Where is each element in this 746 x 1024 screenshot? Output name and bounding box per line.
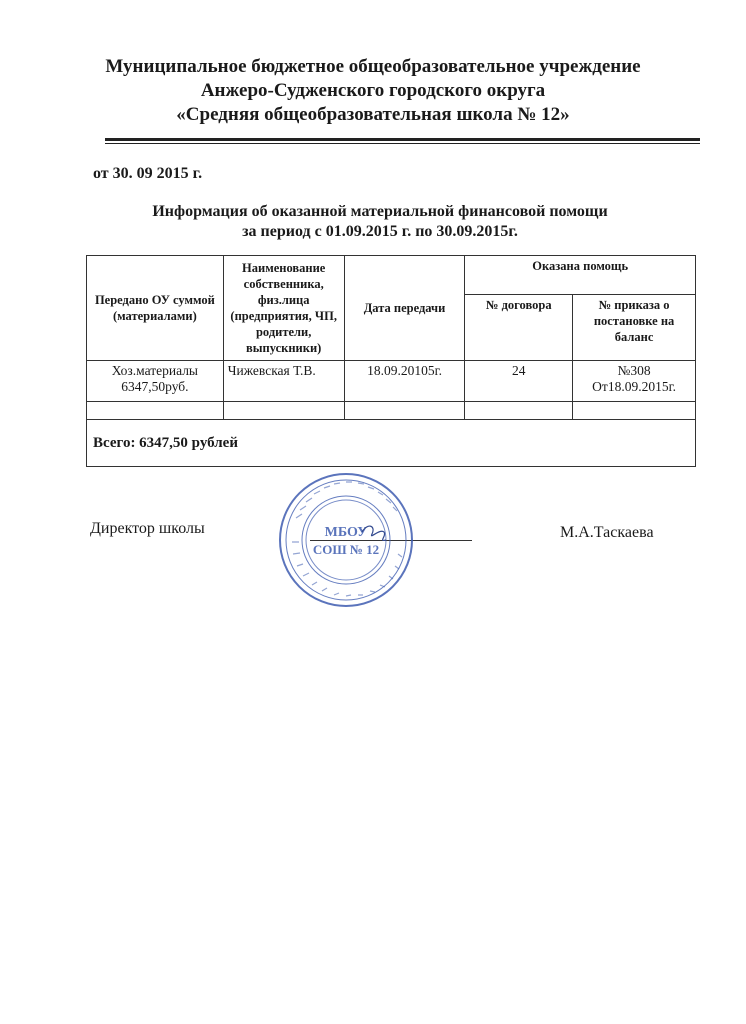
stamp-text-1: МБОУ bbox=[324, 525, 368, 540]
empty-cell bbox=[87, 402, 224, 420]
table-row bbox=[87, 361, 696, 402]
cell-transferred-line-1: Хоз.материалы bbox=[111, 363, 198, 378]
cell-transferred-line-2: 6347,50руб. bbox=[121, 379, 189, 394]
table-row-empty bbox=[87, 402, 696, 420]
header-transferred: Передано ОУ суммой (материалами) bbox=[87, 256, 224, 361]
empty-cell bbox=[465, 402, 573, 420]
cell-date: 18.09.20105г. bbox=[344, 361, 465, 402]
cell-order-line-1: №308 bbox=[617, 363, 651, 378]
cell-contract: 24 bbox=[465, 361, 573, 402]
assistance-table bbox=[86, 255, 696, 467]
empty-cell bbox=[344, 402, 465, 420]
header-divider-thin bbox=[105, 143, 700, 144]
empty-cell bbox=[573, 402, 696, 420]
table-header-row bbox=[87, 256, 696, 295]
header-contract: № договора bbox=[465, 295, 573, 361]
director-name: М.А.Таскаева bbox=[560, 524, 654, 541]
header-line-1: Муниципальное бюджетное общеобразовательное учреждение bbox=[105, 56, 641, 77]
document-date: от 30. 09 2015 г. bbox=[93, 165, 203, 182]
stamp-text-2: СОШ № 12 bbox=[312, 542, 380, 557]
document-title bbox=[60, 202, 700, 242]
school-stamp-icon bbox=[276, 470, 416, 610]
cell-order-line-2: От18.09.2015г. bbox=[592, 379, 676, 394]
header-line-2: Анжеро-Судженского городского округа bbox=[200, 80, 546, 101]
cell-transferred bbox=[87, 361, 224, 402]
header-divider-thick bbox=[105, 138, 700, 141]
director-title: Директор школы bbox=[90, 520, 205, 537]
empty-cell bbox=[223, 402, 344, 420]
cell-owner: Чижевская Т.В. bbox=[223, 361, 344, 402]
header-owner: Наименование собственника, физ.лица (предприятия, ЧП, родители, выпускники) bbox=[223, 256, 344, 361]
table-total-row bbox=[87, 420, 696, 467]
header-help: Оказана помощь bbox=[465, 256, 696, 295]
total-amount: Всего: 6347,50 рублей bbox=[87, 420, 696, 467]
header-line-3: «Средняя общеобразовательная школа № 12» bbox=[176, 104, 570, 125]
title-line-2: за период с 01.09.2015 г. по 30.09.2015г. bbox=[242, 223, 518, 240]
cell-order bbox=[573, 361, 696, 402]
title-line-1: Информация об оказанной материальной финансовой помощи bbox=[152, 203, 608, 220]
header-order: № приказа о постановке на баланс bbox=[573, 295, 696, 361]
header-date: Дата передачи bbox=[344, 256, 465, 361]
organization-header bbox=[60, 55, 686, 127]
